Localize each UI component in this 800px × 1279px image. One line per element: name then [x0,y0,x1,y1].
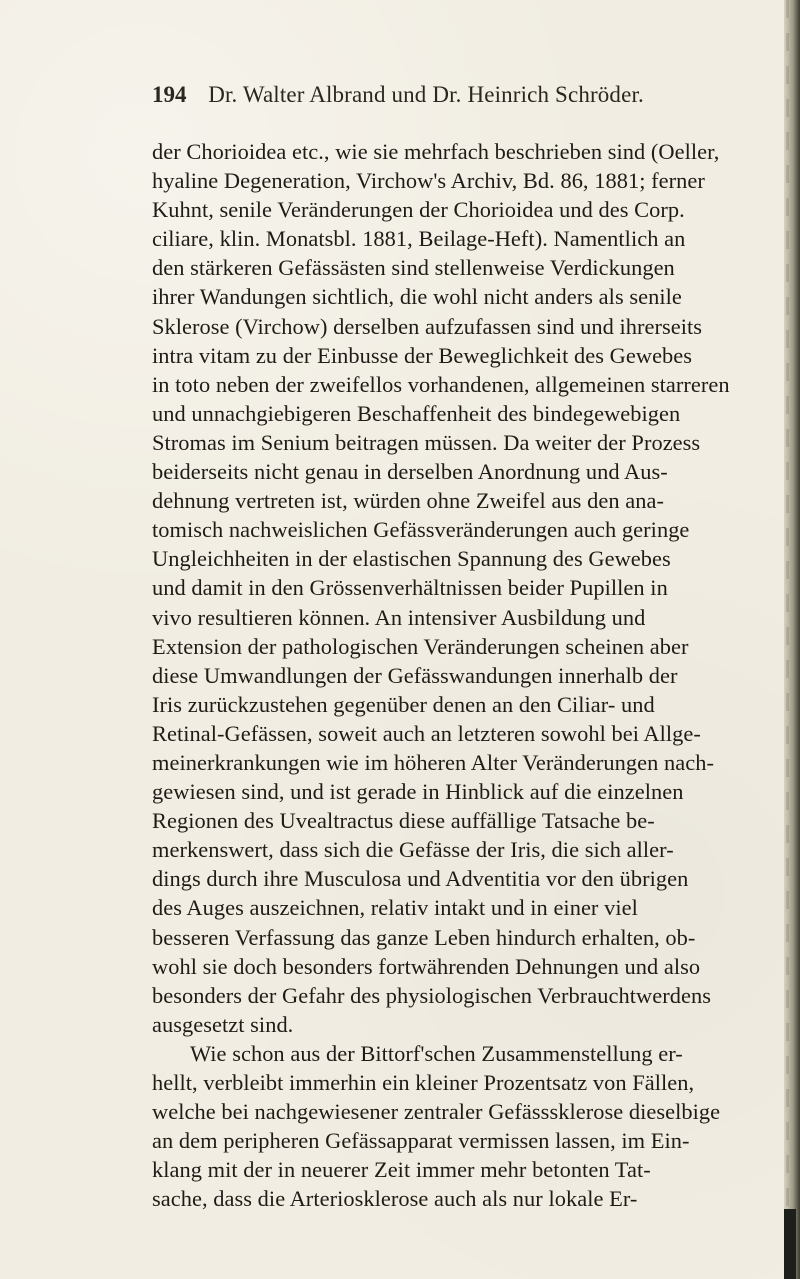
text-line: Extension der pathologischen Veränderungen scheinen aber [152,633,689,659]
text-line: tomisch nachweislichen Gefässveränderungen auch geringe [152,517,690,543]
text-line: der Chorioidea etc., wie sie mehrfach beschrieben sind (Oeller, [152,139,720,164]
text-line: sache, dass die Arteriosklerose auch als nur lokale Er- [152,1186,638,1212]
text-line: klang mit der in neuerer Zeit immer mehr betonten Tat- [152,1157,651,1183]
text-line: dings durch ihre Musculosa und Adventitia vor den übrigen [152,866,689,892]
page-edge-shadow [784,0,800,1279]
text-line-indented: Wie schon aus der Bittorf'schen Zusammenstellung er- [190,1040,683,1066]
body-text [152,137,770,1213]
running-title: Dr. Walter Albrand und Dr. Heinrich Schröder. [208,82,644,107]
text-line: den stärkeren Gefässästen sind stellenweise Verdickungen [152,255,675,281]
text-line: Stromas im Senium beitragen müssen. Da weiter der Prozess [152,429,701,455]
text-line: beiderseits nicht genau in derselben Anordnung und Aus- [152,459,668,485]
text-line: ciliare, klin. Monatsbl. 1881, Beilage-Heft). Namentlich an [152,226,686,252]
running-header [152,81,712,117]
text-line: diese Umwandlungen der Gefässwandungen innerhalb der [152,662,678,688]
text-line: Sklerose (Virchow) derselben aufzufassen sind und ihrerseits [152,313,703,339]
text-line: Ungleichheiten in der elastischen Spannung des Gewebes [152,546,671,572]
text-line: hellt, verbleibt immerhin ein kleiner Prozentsatz von Fällen, [152,1070,695,1095]
text-line: Regionen des Uvealtractus diese auffällige Tatsache be- [152,808,655,834]
page-number: 194 [152,82,187,107]
text-line: intra vitam zu der Einbusse der Beweglichkeit des Gewebes [152,342,693,368]
text-line: besseren Verfassung das ganze Leben hindurch erhalten, ob- [152,924,696,950]
text-line: des Auges auszeichnen, relativ intakt und in einer viel [152,895,638,921]
text-line: vivo resultieren können. An intensiver Ausbildung und [152,604,646,630]
text-line: und damit in den Grössenverhältnissen beider Pupillen in [152,575,668,601]
text-line: und unnachgiebigeren Beschaffenheit des bindegewebigen [152,400,681,426]
text-line: ihrer Wandungen sichtlich, die wohl nicht anders als senile [152,284,682,310]
text-line: ausgesetzt sind. [152,1011,294,1037]
text-line: meinerkrankungen wie im höheren Alter Veränderungen nach- [152,749,714,775]
text-line: dehnung vertreten ist, würden ohne Zweifel aus den ana- [152,488,664,514]
text-line: Kuhnt, senile Veränderungen der Chorioidea und des Corp. [152,197,685,223]
text-line: an dem peripheren Gefässapparat vermissen lassen, im Ein- [152,1128,690,1154]
text-line: merkenswert, dass sich die Gefässe der Iris, die sich aller- [152,837,674,863]
text-line: in toto neben der zweifellos vorhandenen, allgemeinen starreren [152,371,730,397]
page-binding-mark [784,1209,796,1279]
text-line: wohl sie doch besonders fortwährenden Dehnungen und also [152,953,701,979]
text-line: besonders der Gefahr des physiologischen Verbrauchtwerdens [152,982,711,1008]
text-line: Retinal-Gefässen, soweit auch an letzteren sowohl bei Allge- [152,720,701,746]
text-line: gewiesen sind, und ist gerade in Hinblick auf die einzelnen [152,779,684,805]
text-line: hyaline Degeneration, Virchow's Archiv, Bd. 86, 1881; ferner [152,168,705,194]
text-line: Iris zurückzustehen gegenüber denen an den Ciliar- und [152,691,655,717]
text-line: welche bei nachgewiesener zentraler Gefässsklerose dieselbige [152,1099,721,1125]
